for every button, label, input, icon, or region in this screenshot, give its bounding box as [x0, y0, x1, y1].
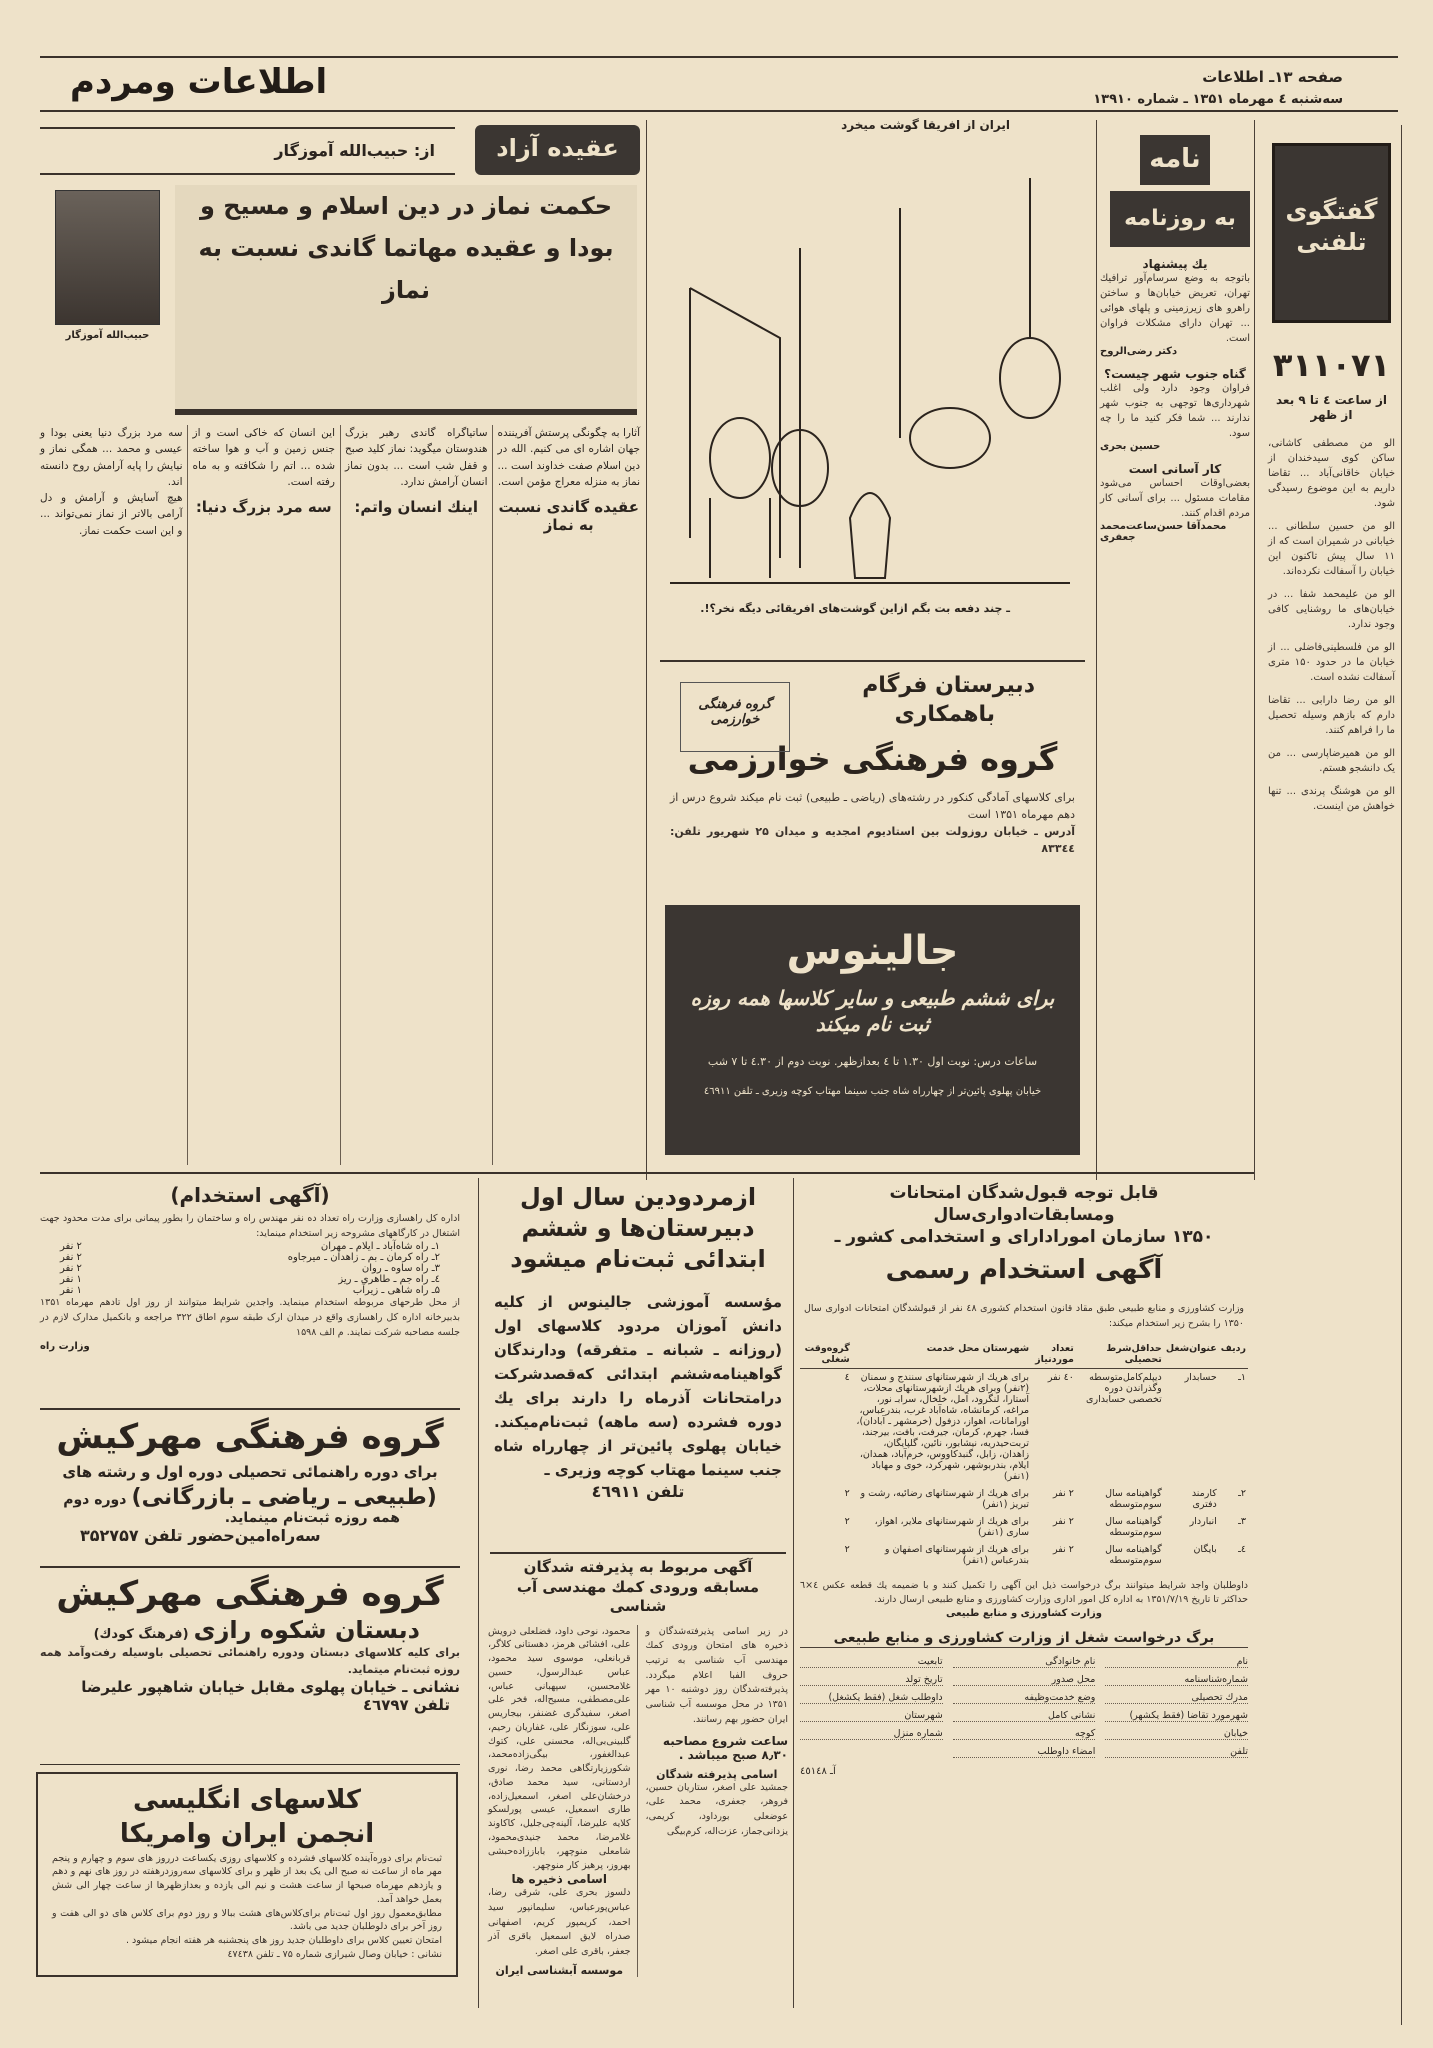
hydrology-accepted-title: اسامی پذیرفته شدگان — [656, 1767, 778, 1781]
mehrkish1-title: گروه فرهنگی مهرکیش — [56, 1417, 444, 1457]
table-cell: ۲ — [844, 1543, 850, 1555]
table-header: حداقل‌شرط تحصیلی — [1076, 1340, 1164, 1369]
roads-count: ۱ نفر — [60, 1285, 82, 1297]
cartoon-title: ایران از افریقا گوشت میخرد — [841, 118, 1010, 132]
roads-employment-ad — [40, 1182, 460, 1407]
table-cell: ۲ نفر — [1053, 1543, 1074, 1555]
mehrkish1-fields: (طبیعی ـ ریاضی ـ بازرگانی) — [131, 1485, 437, 1511]
date-line: سه‌شنبه ٤ مهرماه ۱۳۵۱ ـ شماره ۱۳۹۱۰ — [1093, 92, 1343, 107]
roads-count: ۱ نفر — [60, 1274, 82, 1286]
hydrology-signature: موسسه آبشناسی ایران — [495, 1963, 624, 1977]
mehrkish2-address: نشانی ـ خیابان پهلوی مقابل خیابان شاهپور علیرضا — [81, 1678, 460, 1697]
table-cell: برای هریك از شهرستانهای سنندج و سمنان (۲نفر) وبرای هریك ازشهرستانهای محلات، آستارا، لنگرود، آمل، خلخال، سرابـ نور، مراغه، کرمانشاه، شاه‌آباد غرب، بندرعباس، اورامانات، اهواز، دزفول (خرمشهر ـ آبادان)، فسا، جهرم، کرمان، جیرفت، بافت، بیرجند، تربت‌حیدریه، نیشابور، نائین، گلپایگان، زاهدان، زابل، گنبدکاووس، خرم‌آباد، همدان، ایلام، بندربوشهر، شهرکرد، خوی و مهاباد (۱نفر) — [856, 1371, 1030, 1482]
roads-row — [60, 1241, 440, 1252]
hydrology-ad — [488, 1558, 788, 2018]
english-title2: انجمن ایران وامریکا — [119, 1818, 375, 1849]
cartoon-drawing — [650, 138, 1090, 598]
table-header: ردیف — [1219, 1340, 1248, 1369]
roads-count: ۲ نفر — [60, 1241, 82, 1253]
phone-hours: از ساعت ٤ تا ۹ بعد از ظهر — [1275, 392, 1387, 423]
form-field-label: وضع خدمت‌وظیفه — [953, 1692, 1096, 1704]
official-footer: داوطلبان واجد شرایط میتوانند برگ درخواست ذیل این آگهی را تکمیل کنند و با ضمیمه یك قطعه عکس ٤×٦ حداکثر تا تاریخ ۱۳۵۱/۷/۱۹ به اداره کل امور اداری وزارت کشاورزی و منابع طبیعی ارسال دارند. — [800, 1579, 1248, 1606]
table-row — [800, 1513, 1248, 1541]
form-field-label: تابعیت — [800, 1656, 943, 1668]
phone-call-item: الو من همیرضاپارسی ... من یک دانشجو هستم. — [1268, 747, 1395, 774]
kharazmi-ad — [660, 660, 1085, 885]
mehrkish-ad-2 — [40, 1572, 460, 1744]
letter-body: بعضی‌اوقات احساس می‌شود مقامات مسئول ... برای آسانی کار مردم اقدام کنند. — [1100, 478, 1250, 520]
form-field-label: خیابان — [1105, 1728, 1248, 1740]
article-paragraph: سه مرد بزرگ دنیا یعنی بودا و عیسی و محمد ... همگی نماز و نیایش را پایه آرامش روح دانسته اند. — [40, 427, 183, 488]
kharazmi-line3: گروه فرهنگی خوارزمی — [687, 740, 1058, 779]
table-header: شهرستان محل خدمت — [852, 1340, 1031, 1369]
mehrkish2-sub: (فرهنگ کودك) — [93, 1627, 189, 1643]
galinus-hours: ساعات درس: نوبت اول ۱.۳۰ تا ٤ بعدازظهر. نوبت دوم از ٤.۳۰ تا ۷ شب — [707, 1055, 1038, 1068]
letter-title: کار آسانی است — [1128, 462, 1222, 477]
roads-row — [60, 1263, 440, 1274]
section-title: اطلاعات ومردم — [70, 62, 328, 102]
hydrology-title: آگهی مربوط به پذیرفته شدگان مسابقه ورودی کمك مهندسی آب شناسی — [516, 1558, 760, 1615]
letter-signature: محمدآقا حسن‌ساعت‌محمد جعفری — [1100, 521, 1227, 544]
roads-row — [60, 1252, 440, 1263]
english-paragraph: مطابق‌معمول روز اول ثبت‌نام برای‌کلاس‌های هشت ببالا و روز دوم برای کلاس های دو الی هفت و روز آخر برای دلوطلبان جدید می باشد. — [52, 1907, 442, 1933]
kharazmi-body: برای کلاسهای آمادگی کنکور در رشته‌های (ریاضی ـ طبیعی) ثبت نام میکند شروع درس از دهم مهرماه ۱۳۵۱ است — [670, 790, 1075, 821]
letter-signature: حسین بحری — [1100, 441, 1161, 453]
letters-badge-top: نامه — [1140, 135, 1210, 185]
form-field-label: محل صدور — [953, 1674, 1096, 1686]
letter-signature: دکتر رضی‌الروح — [1100, 346, 1178, 358]
roads-route: ۱ـ راه شاه‌آباد ـ ایلام ـ مهران — [320, 1241, 440, 1253]
hydrology-intro: در زیر اسامی پذیرفته‌شدگان و ذخیره های امتحان ورودی کمك مهندسی آب شناسی به ترتیب حروف الفبا اعلام میگردد. پذیرفته‌شدگان روز دوشنبه ۱۰ مهر ۱۳۵۱ در محل موسسه آب شناسی ایران حضور بهم رسانند. — [645, 1625, 788, 1725]
mehrkish-ad-1 — [40, 1415, 460, 1565]
official-title1: قابل توجه قبول‌شدگان امتحانات ومسابقات‌ادواری‌سال — [889, 1183, 1159, 1226]
form-field-label: شهرمورد تقاضا (فقط یکشهر) — [1105, 1710, 1248, 1722]
official-intro: وزارت کشاورزی و منابع طبیعی طبق مقاد قانون استخدام کشوری ٤۸ نفر از قبولشدگان امتحانات ادواری سال ۱۳۵۰ را بشرح زیر استخدام میکند: — [804, 1303, 1244, 1329]
roads-count: ۲ نفر — [60, 1252, 82, 1264]
kharazmi-logo: گروه فرهنگی خوارزمی — [680, 682, 790, 752]
mehrkish2-school: دبستان شکوه رازی — [193, 1616, 420, 1645]
article-paragraph: آثارا به چگونگی پرستش آفریننده جهان اشاره ای می کنیم. الله در دین اسلام صفت خداوند است ... نماز به منزله معراج مؤمن است. — [497, 427, 640, 488]
table-cell: گواهینامه سال سوم‌متوسطه — [1105, 1543, 1162, 1566]
table-row — [800, 1541, 1248, 1569]
phone-call-item: الو من هوشنگ پرندی ... تنها خواهش من اینست. — [1268, 785, 1395, 812]
photo-caption: حبیب‌الله آموزگار — [65, 330, 150, 341]
table-cell: برای هریك از شهرستانهای رضائیه، رشت و تبریز (۱نفر) — [860, 1487, 1030, 1510]
letters-badge-bottom: به روزنامه — [1110, 191, 1250, 248]
hydrology-reserve-title: اسامی ذخیره ها — [511, 1872, 607, 1887]
phone-talk-badge: گفتگوی تلفنی — [1272, 143, 1391, 323]
phone-call-item: الو من علیمحمد شفا ... در خیابان‌های ما روشنایی کافی وجود ندارد. — [1268, 588, 1395, 630]
page-line: صفحه ۱۳ـ اطلاعات — [1202, 68, 1343, 86]
galinus2-body: مؤسسه آموزشی جالینوس از کلیه دانش آموزان مردود کلاسهای اول (روزانه ـ شبانه ـ متفرقه) ودارندگان گواهینامه‌ششم ابتدائی که‌قصدشرکت درامتحانات آذرماه را دارند برای یك دوره فشرده (سه ماهه) ثبت‌نام‌میکند. خیابان پهلوی پائین‌تر از چهارراه شاه جنب سینما مهتاب کوچه وزیری ـ — [494, 1292, 782, 1479]
form-field-label: داوطلب شغل (فقط یکشغل) — [800, 1692, 943, 1704]
table-header: گروه‌وقت شغلی — [800, 1340, 852, 1369]
table-cell: ٤ — [844, 1371, 850, 1383]
form-field-label: نام خانوادگی — [953, 1656, 1096, 1668]
galinus2-phone: تلفن ٤٦۹۱۱ — [591, 1481, 685, 1501]
roads-title: (آگهی استخدام) — [170, 1183, 330, 1207]
galinus-registration-ad — [488, 1182, 788, 1552]
article-paragraph: ساتیاگراه گاندی رهبر بزرگ هندوستان میگوید: نماز کلید صبح و قفل شب است ... بدون نماز انسان آرامش ندارد. — [345, 427, 488, 488]
roads-signature: وزارت راه — [40, 1340, 90, 1352]
mehrkish2-title: گروه فرهنگی مهرکیش — [56, 1574, 444, 1614]
table-header: عنوان‌شغل — [1164, 1340, 1219, 1369]
table-cell: ۲ — [844, 1487, 850, 1499]
roads-row — [60, 1285, 440, 1296]
table-header: تعداد موردنیاز — [1031, 1340, 1076, 1369]
cartoon-caption: ـ چند دفعه بت بگم ازاین گوشت‌های افریقائی دیگه نخر؟!. — [700, 602, 1010, 615]
official-employment-ad — [800, 1182, 1248, 2022]
official-signature: وزارت کشاورزی و منابع طبیعی — [946, 1607, 1102, 1619]
english-paragraph: نشانی : خیابان وصال شیرازی شماره ۷۵ ـ تلفن ٤۷٤۳۸ — [227, 1948, 442, 1960]
table-cell: کارمند دفتری — [1191, 1487, 1217, 1510]
hydrology-accepted-names: جمشید علی اصغر، ستاریان حسین، فروهر، جعفری، محمد علی، عوضعلی بورداود، کریمی، یزدانی‌جماز، عزت‌اله، کرم‌بیگی — [645, 1781, 788, 1837]
kharazmi-line2: باهمکاری — [894, 701, 995, 727]
form-field-label: شهرستان — [800, 1710, 943, 1722]
roads-route: ۳ـ راه ساوه ـ روان — [361, 1263, 440, 1275]
english-classes-ad — [36, 1772, 458, 1977]
english-title1: کلاسهای انگلیسی — [132, 1785, 362, 1815]
table-cell: ٤ـ — [1238, 1543, 1246, 1555]
article-subhead: سه مرد بزرگ دنیا: — [195, 498, 332, 517]
english-paragraph: ثبت‌نام برای دوره‌آینده کلاسهای فشرده و کلاسهای روزی یکساعت درروز های سوم و چهارم و پنجم مهر ماه از ساعت نه صبح الی یک بعد از ظهر و برای کلاسهای سه‌روزدرهفته در روز های نهم و دهم و یازدهم مهرماه صبحها از ساعت هشت و نیم الی یازده و بعدازظهرها از ساعت چهار الی شش بعمل خواهد آمد. — [52, 1852, 442, 1905]
table-cell: ۱ـ — [1238, 1371, 1246, 1383]
table-cell: گواهینامه سال سوم‌متوسطه — [1105, 1487, 1162, 1510]
hydrology-interview: ساعت شروع مصاحبه ۸٫۳۰ صبح میباشد . — [662, 1733, 788, 1762]
table-cell: ۳ـ — [1238, 1515, 1246, 1527]
article-byline: از: حبیب‌الله آموزگار — [40, 127, 455, 175]
form-field-label: تلفن — [1105, 1746, 1248, 1758]
table-cell: برای هریك از شهرستانهای اصفهان و بندرعباس (۱نفر) — [884, 1543, 1030, 1566]
article-subhead: عقیده گاندی نسبت به نماز — [498, 498, 639, 535]
galinus2-title2: دبیرستان‌ها و ششم — [521, 1214, 755, 1243]
hydrology-reserve-names: دلسوز بحری علی، شرقی رضا، عباس‌پورعباس، سلیمانپور سید احمد، کریمپور کریم، اصفهانی صدراه لایق اسمعیل باقری آذر جعفر، باقری علی اصغر. — [488, 1887, 631, 1958]
mehrkish1-line1: برای دوره راهنمائی تحصیلی دوره اول و رشته های — [62, 1463, 438, 1482]
phone-call-item: الو من حسین سلطانی ... خیابانی در شمیران است که از ۱۱ سال پیش تاکنون این خیابان را آسفالت نکرده‌اند. — [1268, 520, 1395, 577]
phone-call-item: الو من رضا دارابی ... تقاضا دارم که بازهم وسیله تحصیل ما را فراهم کنند. — [1268, 694, 1395, 736]
article-badge: عقیده آزاد — [475, 125, 640, 175]
table-cell: گواهینامه سال سوم‌متوسطه — [1105, 1515, 1162, 1538]
official-title3: آگهی استخدام رسمی — [885, 1255, 1163, 1286]
roads-intro: اداره کل راهسازی وزارت راه تعداد ده نفر مهندس راه و ساختمان را بطور پیمانی برای مدت محدود جهت اشتغال در کارگاههای مشروحه زیر استخدام مینماید: — [40, 1213, 460, 1239]
phone-column — [1262, 125, 1402, 2025]
form-field-label: نام — [1105, 1656, 1248, 1668]
galinus-ad — [665, 905, 1080, 1155]
table-cell: حسابدار — [1184, 1371, 1217, 1383]
phone-number: ۳۱۱۰۷۱ — [1272, 346, 1391, 384]
mehrkish2-phone: تلفن ٤٦۷۹۷ — [362, 1696, 450, 1715]
table-row — [800, 1485, 1248, 1513]
kharazmi-line1: دبیرستان فرگام — [862, 673, 1035, 698]
roads-route: ۲ـ راه کرمان ـ بم ـ زاهدان ـ میرجاوه — [287, 1252, 440, 1264]
mehrkish1-phone: سه‌راه‌امین‌حضور تلفن ۳۵۲۷۵۷ — [80, 1526, 321, 1546]
table-cell: انباردار — [1189, 1515, 1217, 1527]
table-cell: ٤۰ نفر — [1047, 1371, 1074, 1383]
table-cell: ۲ — [844, 1515, 850, 1527]
form-field-label: شماره منزل — [800, 1728, 943, 1740]
table-cell: بایگان — [1193, 1543, 1217, 1555]
article-subhead: اینك انسان واتم: — [354, 498, 479, 517]
english-paragraph: امتحان تعیین کلاس برای داوطلبان جدید روز های پنجشنبه هر هفته انجام میشود . — [125, 1935, 442, 1947]
form-title: برگ درخواست شغل از وزارت کشاورزی و منابع طبیعی — [800, 1629, 1248, 1648]
form-field-label: مدرك تحصیلی — [1105, 1692, 1248, 1704]
phone-call-item: الو من فلسطینی‌فاضلی ... از خیابان ما در حدود ۱۵۰ متری آسفالت نشده است. — [1268, 641, 1395, 683]
galinus-address: خیابان پهلوی پائین‌تر از چهارراه شاه جنب سینما مهتاب کوچه وزیری ـ تلفن ٤٦۹۱۱ — [703, 1086, 1042, 1097]
letter-title: یك پیشنهاد — [1142, 257, 1208, 272]
cartoon — [650, 118, 1090, 638]
galinus2-title1: ازمردودین سال اول — [519, 1183, 757, 1211]
official-title2: ۱۳۵۰ سازمان امورادارای و استخدامی کشور ـ — [834, 1227, 1214, 1248]
form-code: آـ ٤٥١٤٨ — [800, 1766, 836, 1778]
article-headline: حکمت نماز در دین اسلام و مسیح و بودا و عقیده مهاتما گاندی نسبت به نماز — [175, 185, 637, 415]
galinus2-title3: ابتدائی ثبت‌نام میشود — [510, 1245, 766, 1274]
article — [40, 125, 640, 1175]
table-cell: ۲ نفر — [1053, 1487, 1074, 1499]
table-row — [800, 1368, 1248, 1485]
roads-route: ٤ـ راه جم ـ طاهری ـ ریز — [338, 1274, 440, 1286]
form-field-label: نشانی کامل — [953, 1710, 1096, 1722]
table-cell: ۲ـ — [1238, 1487, 1246, 1499]
roads-route: ۵ـ راه شاهی ـ زیرآب — [352, 1285, 440, 1297]
roads-row — [60, 1274, 440, 1285]
letter-title: گناه جنوب شهر چیست؟ — [1104, 367, 1246, 382]
mehrkish1-period: دوره دوم — [63, 1492, 127, 1509]
form-field-label: شماره‌شناسنامه — [1105, 1674, 1248, 1686]
galinus-subtitle: برای ششم طبیعی و سایر کلاسها همه روزه ثبت نام میکند — [690, 986, 1055, 1036]
roads-count: ۲ نفر — [60, 1263, 82, 1275]
form-field-label: امضاء داوطلب — [953, 1746, 1096, 1758]
letters-column — [1100, 125, 1250, 1175]
official-jobs-table — [800, 1340, 1248, 1569]
article-paragraph: این انسان که خاکی است و از جنس زمین و آب و هوا ساخته شده ... اتم را شکافته و به ماه رفته است. — [192, 427, 335, 488]
letter-body: فراوان وجود دارد ولی اغلب شهرداری‌ها توجهی به جنوب شهر ندارند ... شما فکر کنید ما را چه سود. — [1100, 383, 1250, 440]
kharazmi-address: آدرس ـ خیابان روزولت بین استادیوم امجدیه و میدان ۲۵ شهریور تلفن: ۸۳۳٤٤ — [670, 824, 1075, 855]
phone-call-item: الو من مصطفی کاشانی، ساکن کوی سیدخندان از خیابان خاقانی‌آباد ... تقاضا داریم به این موضوع رسیدگی شود. — [1268, 437, 1395, 509]
roads-footer: از محل طرحهای مربوطه استخدام مینماید. واجدین شرایط میتوانند از روز اول تادهم مهرماه ۱۳۵۱ بدبیرخانه اداره کل راهسازی واقع در میدان ارک طبقه سوم اطاق ۳۲۲ مراجعه و بانکمیل مدارک لازم در جلسه مصاحبه شرکت نمایند. م الف ۱۵۹۸ — [40, 1297, 461, 1338]
table-cell: دیپلم‌کامل‌متوسطه وگذراندن دوره تخصصی حسابداری — [1086, 1371, 1162, 1405]
article-paragraph: هیچ آسایش و آرامش و دل آرامی بالاتر از نماز نمی‌تواند ... و این است حکمت نماز. — [40, 492, 183, 537]
author-photo — [55, 190, 160, 325]
table-cell: برای هریك از شهرستانهای ملایر، اهواز، ساری (۱نفر) — [874, 1515, 1030, 1538]
mehrkish1-registration: همه روزه ثبت‌نام مینماید. — [224, 1510, 400, 1527]
mehrkish2-body: برای کلیه کلاسهای دبستان ودوره راهنمائی تحصیلی باوسیله رفت‌وآمد همه روزه ثبت‌نام میتماید. — [40, 1646, 460, 1677]
galinus-title: جالینوس — [786, 928, 959, 974]
hydrology-names: محمود، نوحی داود، فضلعلی درویش علی، افشائی هرمز، دهستانی کلاگر، قربانعلی، موسوی سید محمود، عباس عبدالرسول، حسین غلامحسین، سپهبانی عباس، علی‌مصطفی، مسیح‌اله، فخر علی اصغر، سفیدگری غضنفر، بیجاریس علی، سوزنگار علی، غفاریان رحیم، گلبینی‌بی‌اله، محسنی علی، کتوك عبدالغفور، بیگی‌زاده‌محمد، شکورزیارتگاهی محمد رضا، نوری اردستانی، سید محمد صادق، درخشان‌علی اصغر، اسمعیل‌زاده، طاری اسمعیل، عیسی پورلسکو کلایه علیرضا، آلینه‌چی‌جلیل، کاکاوند غلامرضا، محمد جنیدی‌محمود، شامعلی منوچهر، باباززاده‌حبشی بهروز، پرهیز کار منوچهر. — [488, 1625, 631, 1871]
table-cell: ۲ نفر — [1053, 1515, 1074, 1527]
letter-body: باتوجه به وضع سرسام‌آور ترافیك تهران، تعریض خیابان‌ها و ساختن راهرو های زیرزمینی و پلهای هوائی ... تهران دارای مشکلات فراوان است. — [1100, 273, 1250, 345]
form-field-label: تاریخ تولد — [800, 1674, 943, 1686]
form-field-label: کوچه — [953, 1728, 1096, 1740]
